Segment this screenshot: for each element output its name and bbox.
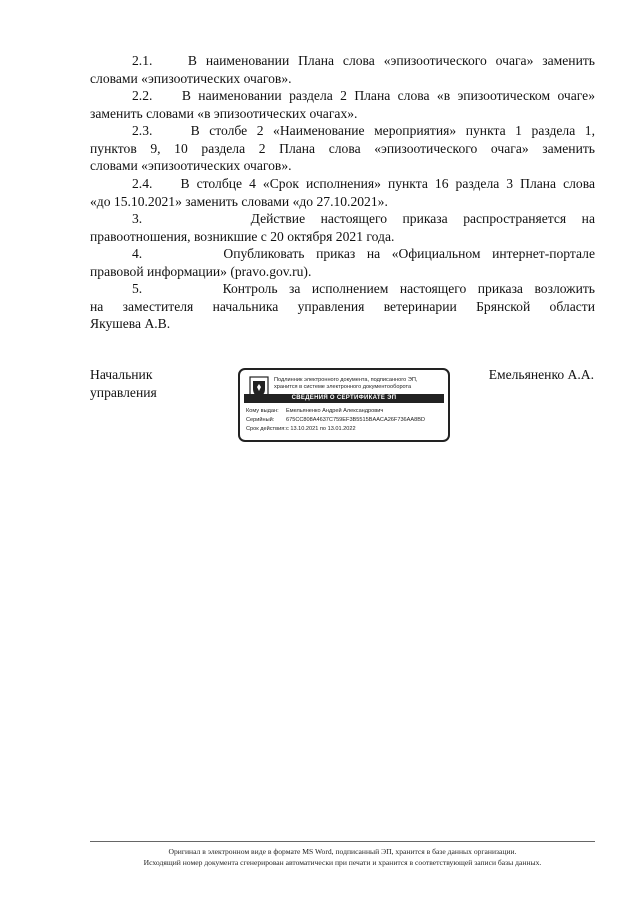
clause-line: правоотношения, возникшие с 20 октября 2021 года.: [90, 228, 395, 244]
footer-divider: [90, 841, 595, 842]
stamp-value: с 13.10.2021 по 13.01.2022: [286, 426, 356, 432]
stamp-row-issued-to: [246, 407, 446, 416]
signer-position-line2: управления: [90, 385, 157, 400]
signer-position: [90, 366, 157, 402]
clause-line: 4. Опубликовать приказ на «Официальном интернет-портале: [132, 246, 595, 261]
footer-line1: Оригинал в электронном виде в формате MS Word, подписанный ЭП, хранится в базе данных организации.: [168, 847, 517, 856]
clause-4: [90, 245, 595, 280]
stamp-value: 675CC808A4637C759EF3B5515BAACA26F736AA8BD: [286, 417, 426, 423]
clause-5: [90, 280, 595, 333]
clause-line: 5. Контроль за исполнением настоящего приказа возложить: [132, 281, 595, 296]
footer-line2: Исходящий номер документа сгенерирован автоматически при печати и хранится в соответствующей записи базы данных.: [143, 858, 542, 867]
clause-2-2: [90, 87, 595, 122]
clause-line: заменить словами «в эпизоотических очагах».: [90, 105, 358, 121]
stamp-label: Кому выдан:: [246, 408, 279, 414]
clause-2-4: [90, 175, 595, 210]
stamp-details: [246, 407, 446, 434]
clause-2-1: [90, 52, 595, 87]
clause-line: на заместителя начальника управления ветеринарии Брянской области: [90, 298, 595, 314]
clause-line: 3. Действие настоящего приказа распространяется на: [132, 211, 595, 226]
stamp-row-serial: [246, 416, 446, 425]
stamp-note-line2: хранится в системе электронного документооборота: [274, 384, 412, 390]
clause-line: «до 15.10.2021» заменить словами «до 27.10.2021».: [90, 193, 388, 209]
clause-line: словами «эпизоотических очагов».: [90, 158, 292, 173]
stamp-label: Серийный:: [246, 417, 275, 423]
clause-line: правовой информации» (pravo.gov.ru).: [90, 263, 312, 279]
clause-line: 2.2. В наименовании раздела 2 Плана слова «в эпизоотическом очаге»: [132, 88, 595, 103]
clause-line: Якушева А.В.: [90, 316, 171, 331]
stamp-header: СВЕДЕНИЯ О СЕРТИФИКАТЕ ЭП: [244, 394, 444, 403]
clause-line: 2.3. В столбе 2 «Наименование мероприятия» пункта 1 раздела 1,: [132, 123, 595, 138]
clause-2-3: [90, 122, 595, 175]
stamp-row-validity: [246, 425, 446, 434]
clause-line: словами «эпизоотических очагов».: [90, 70, 292, 86]
signer-name: Емельяненко А.А.: [488, 367, 594, 382]
electronic-signature-stamp: [238, 368, 450, 442]
document-footer: [90, 846, 595, 868]
clause-line: пунктов 9, 10 раздела 2 Плана слова «эпизоотического очага» заменить: [90, 140, 595, 156]
stamp-note: [274, 377, 446, 391]
clause-line: 2.4. В столбце 4 «Срок исполнения» пункта 16 раздела 3 Плана слова: [132, 176, 595, 191]
stamp-note-line1: Подлинник электронного документа, подписанного ЭП,: [274, 377, 418, 383]
signer-position-line1: Начальник: [90, 367, 153, 382]
clause-line: 2.1. В наименовании Плана слова «эпизоотического очага» заменить: [132, 53, 595, 68]
stamp-label: Срок действия:: [246, 426, 286, 432]
clause-3: [90, 210, 595, 245]
stamp-value: Емельяненко Андрей Александрович: [286, 408, 384, 414]
